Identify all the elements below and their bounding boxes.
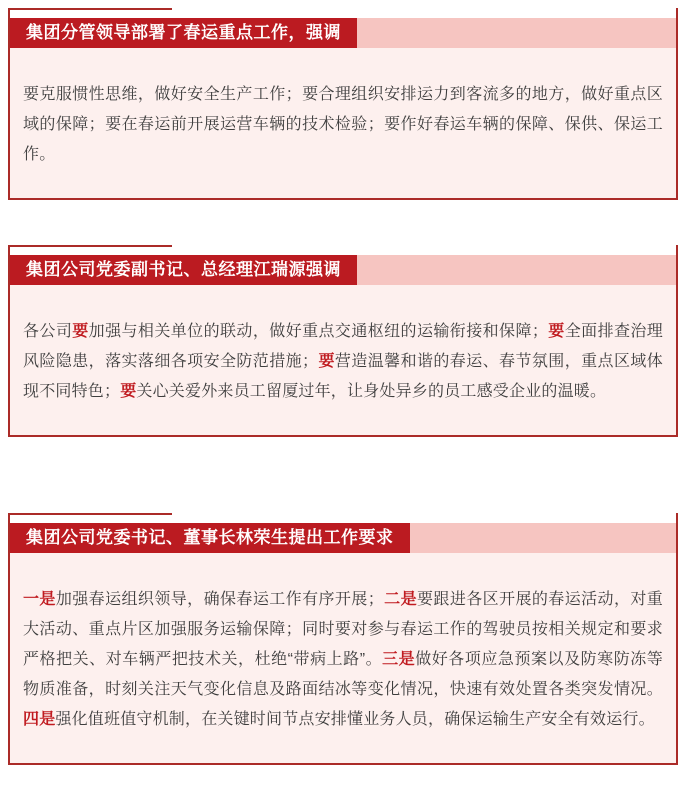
- section-title: 集团分管领导部署了春运重点工作，强调: [26, 23, 341, 42]
- emphasis-segment: 四是: [23, 711, 56, 728]
- section-card-gm-jiang: [8, 245, 678, 437]
- emphasis-segment: 要: [120, 383, 137, 400]
- text-segment: 各公司: [23, 323, 73, 340]
- text-segment: 做好各项应急预案以及防寒防冻等物质准备，时刻关注天气变化信息及路面结冰等变化情况，快速有效处置各类突发情况。: [23, 651, 663, 698]
- card-top-accent-line: [8, 245, 172, 247]
- text-segment: 加强与相关单位的联动，做好重点交通枢纽的运输衔接和保障；: [88, 323, 549, 340]
- emphasis-segment: 要: [318, 353, 335, 370]
- emphasis-segment: 要: [72, 323, 89, 340]
- banner-pink-strip: [357, 18, 676, 48]
- text-segment: 要克服惯性思维，做好安全生产工作；要合理组织安排运力到客流多的地方，做好重点区域的保障；要在春运前开展运营车辆的技术检验；要作好春运车辆的保障、保供、保运工作。: [23, 86, 663, 163]
- section-body: [10, 553, 676, 763]
- text-segment: 营造温馨和谐的春运、春节氛围，重点区域体现不同特色；: [23, 353, 663, 400]
- section-header-row: [10, 523, 676, 553]
- text-segment: 关心关爱外来员工留厦过年，让身处异乡的员工感受企业的温暖。: [136, 383, 607, 400]
- card-top-accent-line: [8, 8, 172, 10]
- emphasis-segment: 要: [548, 323, 565, 340]
- emphasis-segment: 二是: [383, 591, 417, 608]
- banner-pink-strip: [410, 523, 677, 553]
- section-paragraph: [23, 585, 663, 735]
- section-title: 集团公司党委书记、董事长林荣生提出工作要求: [26, 528, 394, 547]
- text-segment: 全面排查治理风险隐患，落实落细各项安全防范措施；: [23, 323, 664, 370]
- section-card-group-leaders: [8, 8, 678, 200]
- section-paragraph: [23, 80, 663, 170]
- banner-pink-strip: [357, 255, 676, 285]
- section-body: [10, 48, 676, 198]
- card-top-accent-line: [8, 513, 172, 515]
- section-title-banner: [10, 523, 410, 553]
- section-header-row: [10, 18, 676, 48]
- text-segment: 要跟进各区开展的春运活动，对重大活动、重点片区加强服务运输保障；同时要对参与春运工作的驾驶员按相关规定和要求严格把关、对车辆严把技术关，杜绝“带病上路”。: [23, 591, 663, 668]
- section-title-banner: [10, 255, 357, 285]
- section-paragraph: [23, 317, 663, 407]
- section-card-chairman-lin: [8, 513, 678, 765]
- emphasis-segment: 三是: [382, 651, 416, 668]
- section-title-banner: [10, 18, 357, 48]
- section-title: 集团公司党委副书记、总经理江瑞源强调: [26, 260, 341, 279]
- section-header-row: [10, 255, 676, 285]
- text-segment: 加强春运组织领导，确保春运工作有序开展；: [55, 591, 384, 608]
- emphasis-segment: 一是: [23, 591, 56, 608]
- text-segment: 强化值班值守机制，在关键时间节点安排懂业务人员，确保运输生产安全有效运行。: [55, 711, 655, 728]
- section-body: [10, 285, 676, 435]
